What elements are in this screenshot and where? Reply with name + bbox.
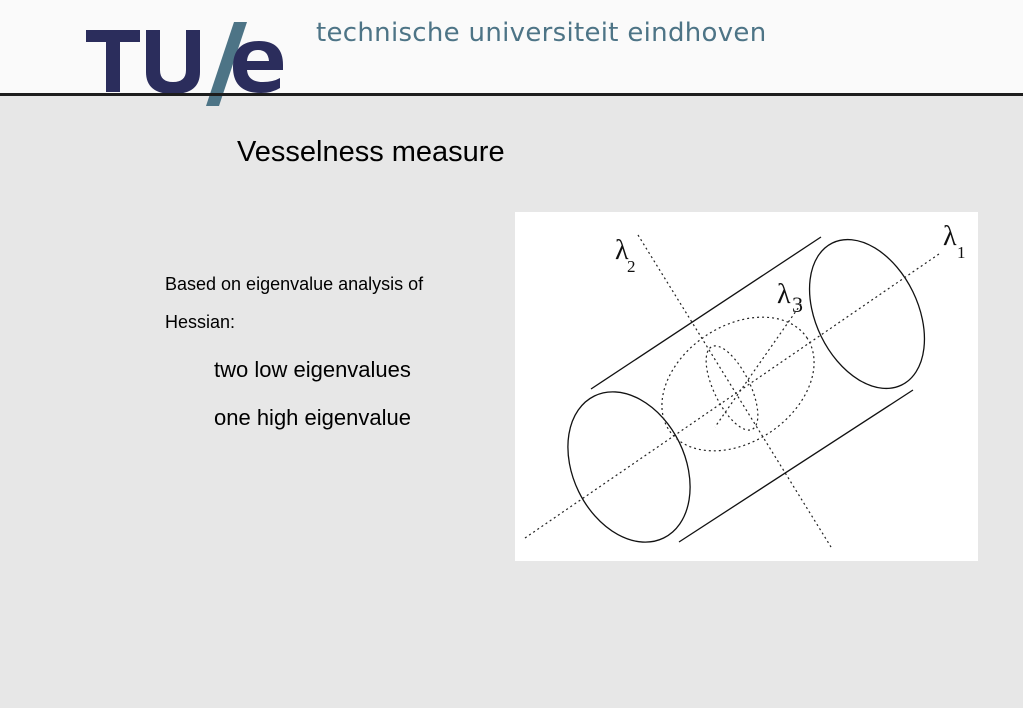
lambda1-subscript: 1 (957, 243, 966, 262)
tue-logo (84, 18, 289, 110)
axis-lambda1 (525, 254, 939, 538)
lambda1-symbol: λ (943, 221, 957, 252)
slide-title: Vesselness measure (237, 136, 505, 168)
bullet-item: one high eigenvalue (214, 405, 411, 430)
vessel-diagram-svg (515, 212, 978, 561)
bullet-list (214, 346, 411, 442)
lambda3-symbol: λ (777, 279, 791, 310)
cylinder-bottom-edge (679, 390, 913, 542)
institution-name: technische universiteit eindhoven (316, 18, 767, 48)
inner-ellipsoid (637, 290, 839, 479)
intro-text: Based on eigenvalue analysis of Hessian: (165, 274, 424, 332)
axis-lambda2 (638, 235, 831, 547)
header-divider (0, 93, 1023, 96)
lambda2-subscript: 2 (627, 257, 636, 276)
bullet-item: two low eigenvalues (214, 357, 411, 382)
lambda3-subscript: 3 (792, 292, 803, 317)
header-bar (0, 0, 1023, 93)
inner-cross-section (696, 339, 769, 437)
cylinder-back-end (787, 221, 948, 408)
lambda2-symbol: λ (615, 235, 629, 266)
vessel-diagram (515, 212, 978, 561)
